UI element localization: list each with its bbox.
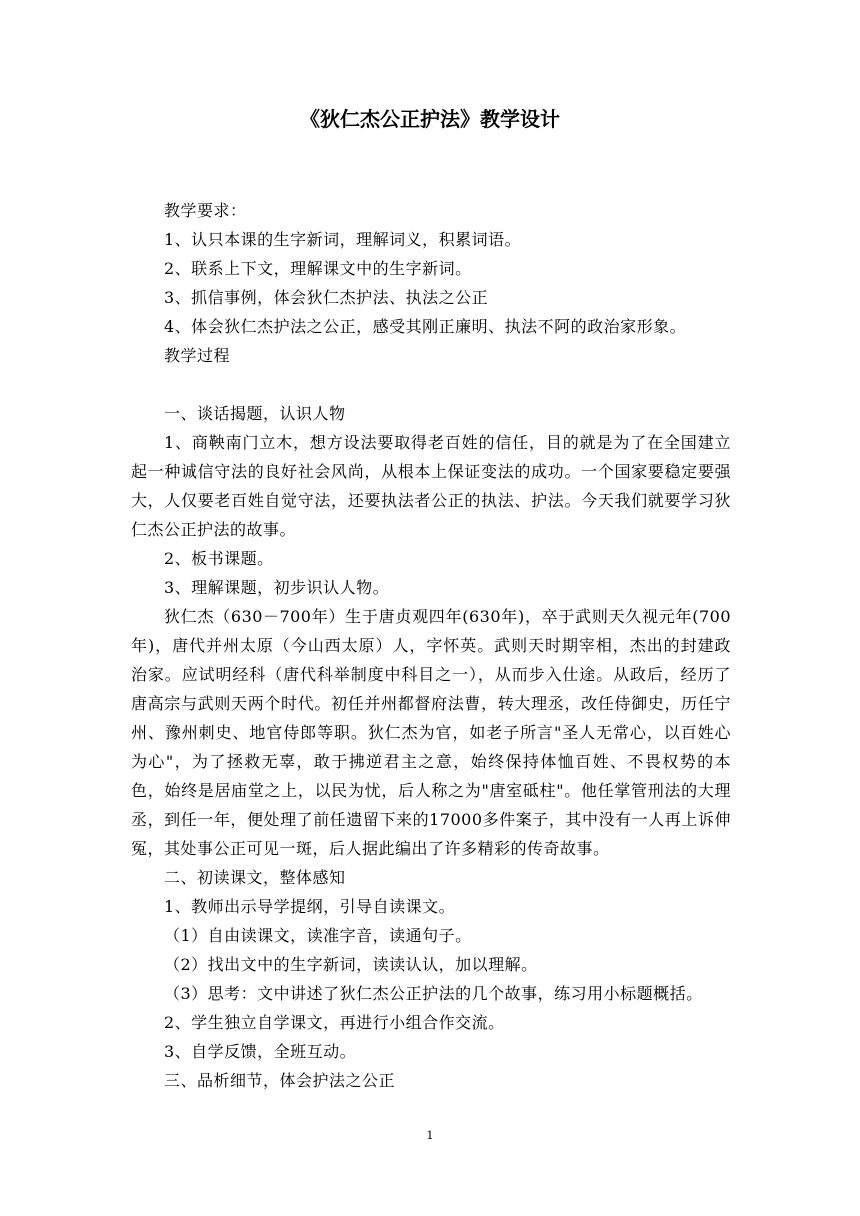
list-item: 2、板书课题。 (164, 549, 274, 568)
list-item: 2、学生独立自学课文，再进行小组合作交流。 (164, 1013, 505, 1032)
document-title: 《狄仁杰公正护法》教学设计 (300, 107, 560, 131)
sub-list-item: （3）思考：文中讲述了狄仁杰公正护法的几个故事，练习用小标题概括。 (164, 984, 703, 1003)
blank-line (131, 370, 731, 399)
sub-list-item: （1）自由读课文，读准字音，读通句子。 (164, 926, 472, 945)
section-heading: 一、谈话揭题，认识人物 (164, 404, 346, 423)
requirement-item: 2、联系上下文，理解课文中的生字新词。 (164, 259, 472, 278)
list-item: 3、理解课题，初步识认人物。 (164, 578, 390, 597)
biography-paragraph: 狄仁杰（630－700年）生于唐贞观四年(630年)，卒于武则天久视元年(700年)，唐代并州太原（今山西太原）人，字怀英。武则天时期宰相，杰出的封建政治家。应试明经科（唐代科举制度中科目之一），从而步入仕途。从政后，经历了唐高宗与武则天两个时代。初任并州都督府法曹，转大理丞，改任侍御史，历任宁州、豫州刺史、地官侍郎等职。狄仁杰为官，如老子所言"圣人无常心，以百姓心为心"，为了拯救无辜，敢于拂逆君主之意，始终保持体恤百姓、不畏权势的本色，始终是居庙堂之上，以民为忧，后人称之为"唐室砥柱"。他任掌管刑法的大理丞，到任一年，便处理了前任遗留下来的17000多件案子，其中没有一人再上诉伸冤，其处事公正可见一斑，后人据此编出了许多精彩的传奇故事。 (131, 607, 731, 858)
page-number: 1 (426, 1129, 434, 1142)
paragraph: 1、商鞅南门立木，想方设法要取得老百姓的信任，目的就是为了在全国建立起一种诚信守法的良好社会风尚，从根本上保证变法的成功。一个国家要稳定要强大，人仅要老百姓自觉守法，还要执法者公正的执法、护法。今天我们就要学习狄仁杰公正护法的故事。 (131, 433, 731, 539)
list-item: 3、自学反馈，全班互动。 (164, 1042, 357, 1061)
sub-list-item: （2）找出文中的生字新词，读读认认，加以理解。 (164, 955, 538, 974)
process-heading: 教学过程 (164, 346, 231, 365)
section-heading: 三、品析细节，体会护法之公正 (164, 1071, 396, 1090)
list-item: 1、教师出示导学提纲，引导自读课文。 (164, 897, 456, 916)
requirement-item: 3、抓信事例，体会狄仁杰护法、执法之公正 (164, 288, 489, 307)
section-heading: 二、初读课文，整体感知 (164, 868, 346, 887)
requirements-heading: 教学要求： (164, 201, 247, 220)
requirement-item: 4、体会狄仁杰护法之公正，感受其刚正廉明、执法不阿的政治家形象。 (164, 317, 687, 336)
requirement-item: 1、认只本课的生字新词，理解词义，积累词语。 (164, 230, 522, 249)
document-body (131, 196, 731, 1095)
